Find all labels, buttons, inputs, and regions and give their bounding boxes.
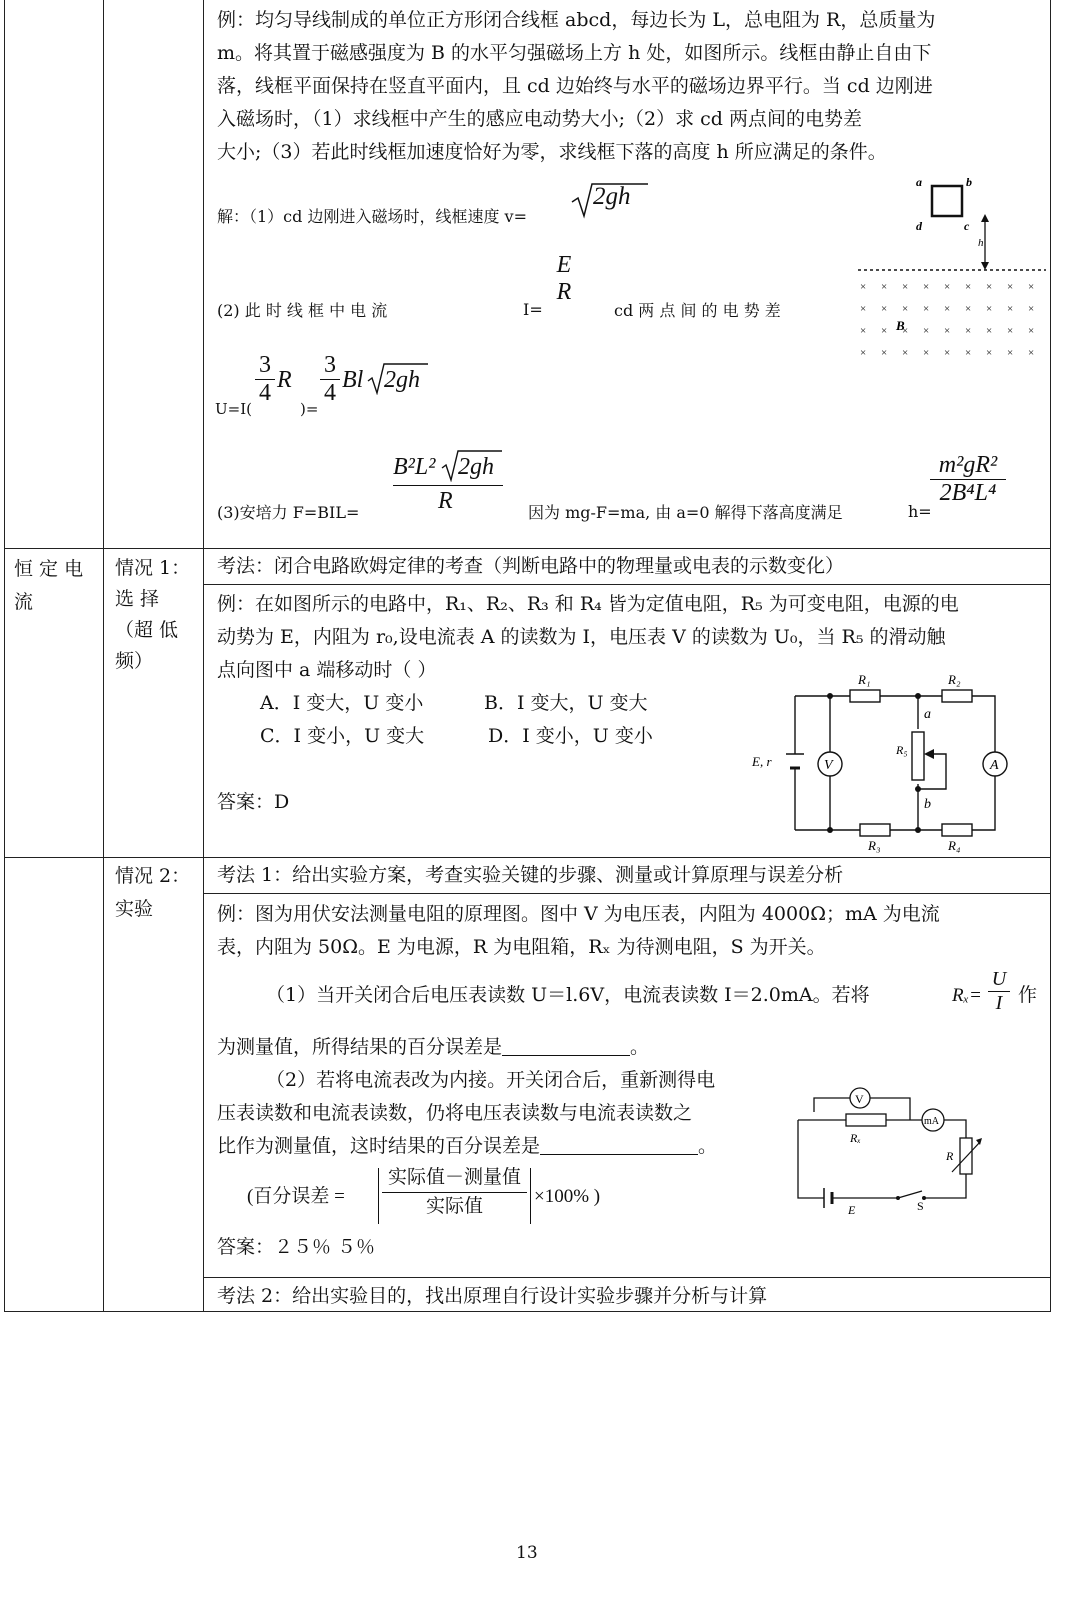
field-cross: ×: [1028, 303, 1035, 315]
answer-blank-2[interactable]: [540, 1134, 698, 1155]
case2-question-line-1: 例：图为用伏安法测量电阻的原理图。图中 V 为电压表，内阻为 4000Ω；mA 为电流: [217, 903, 940, 925]
case2-method-2: 考法 2：给出实验目的，找出原理自行设计实验步骤并分析与计算: [217, 1285, 768, 1307]
case2-question-line-2: 表，内阻为 50Ω。E 为电源，R 为电阻箱，Rₓ 为待测电阻，S 为开关。: [217, 936, 826, 958]
field-cross: ×: [965, 303, 972, 315]
case1-answer: 答案：D: [217, 791, 290, 813]
field-cross: ×: [902, 325, 909, 337]
label-R5: R₅: [896, 743, 908, 757]
magnetic-field-figure: [850, 172, 1050, 377]
field-cross: ×: [923, 303, 930, 315]
percent-error-numerator: 实际值－测量值: [382, 1164, 527, 1193]
fraction-three-quarters-2: [320, 352, 340, 407]
case2-label: 情况 2：实验: [115, 865, 191, 920]
case1-label: 情况 1：选 择（超 低 频）: [115, 557, 191, 672]
case2-method-1: 考法 1：给出实验方案，考查实验关键的步骤、测量或计算原理与误差分析: [217, 864, 844, 886]
case1-method: 考法：闭合电路欧姆定律的考查（判断电路中的物理量或电表的示数变化）: [217, 555, 845, 577]
answer-blank-1[interactable]: [502, 1035, 630, 1056]
case1-method-divider: [203, 584, 1051, 585]
field-cross: ×: [902, 347, 909, 359]
resistor-R4: [942, 824, 972, 836]
table-left-border: [4, 0, 5, 1312]
fraction-E-over-R: [551, 252, 577, 306]
resistor-R3: [860, 824, 890, 836]
solution1-expression: 2gh: [593, 183, 631, 210]
field-cross: ×: [881, 303, 888, 315]
square-coil: [932, 186, 962, 216]
label-R1: R₁: [858, 672, 871, 687]
case2-q1b-end: 。: [630, 1036, 650, 1058]
field-cross: ×: [860, 325, 867, 337]
table-col1-border: [103, 0, 104, 1312]
field-cross: ×: [1007, 281, 1014, 293]
example1-line-5: 大小;（3）若此时线框加速度恰好为零，求线框下落的高度 h 所应满足的条件。: [217, 141, 887, 163]
solution1-label: 解：（1）cd 边刚进入磁场时，线框速度 v=: [217, 207, 528, 226]
force-numerator: B²L²: [393, 454, 436, 480]
case1-option-b: B．I 变大，U 变大: [484, 692, 648, 714]
case2-q2-end: 。: [698, 1135, 718, 1157]
label-b: b: [924, 797, 931, 812]
field-cross: ×: [923, 325, 930, 337]
fig-label-d: d: [916, 219, 922, 233]
fraction-height-result: [930, 452, 1006, 507]
field-cross: ×: [1007, 303, 1014, 315]
switch-pivot: [896, 1196, 900, 1200]
case2-q2-line-3-text: 比作为测量值，这时结果的百分误差是: [217, 1135, 541, 1157]
case1-option-c: C．I 变小，U 变大: [260, 725, 425, 747]
node-dot-2: [915, 693, 921, 699]
field-cross: ×: [965, 325, 972, 337]
ma-to-r: [944, 1120, 966, 1138]
frac-den-4b: 4: [324, 380, 336, 406]
fig-label-h: h: [978, 237, 984, 249]
field-cross: ×: [1007, 347, 1014, 359]
c2-label-Rx: Rₓ: [850, 1131, 861, 1145]
frac-den-4: 4: [259, 380, 271, 406]
field-cross: ×: [923, 347, 930, 359]
resistor-Rx: [846, 1114, 886, 1126]
case2-q2-line-2: 压表读数和电流表读数，仍将电压表读数与电流表读数之: [217, 1102, 693, 1124]
frac-num-3b: 3: [320, 352, 340, 380]
field-cross: ×: [986, 281, 993, 293]
force-denominator: R: [438, 488, 453, 514]
percent-error-denominator: 实际值: [425, 1196, 483, 1217]
label-A: A: [990, 758, 999, 773]
height-arrow-head-bottom: [981, 262, 989, 270]
page-number: 13: [516, 1543, 538, 1563]
case2-q1b: [217, 1031, 649, 1064]
abs-bar-left: [378, 1168, 379, 1224]
node-dot-1: [827, 693, 833, 699]
case2-q2-line-1: （2）若将电流表改为内接。开关闭合后，重新测得电: [266, 1069, 716, 1091]
height-denominator: 2B⁴L⁴: [939, 480, 997, 506]
field-cross: ×: [944, 303, 951, 315]
case1-option-a: A．I 变大，U 变小: [260, 692, 424, 714]
c2-label-E: E: [848, 1203, 856, 1217]
node-dot-4: [915, 827, 921, 833]
resistor-R2: [942, 690, 972, 702]
label-V: V: [824, 758, 833, 773]
case2-q1-tail: 作: [1018, 984, 1038, 1006]
c2-label-V: V: [855, 1092, 864, 1106]
case2-answer: 答案：２５％ ５％: [217, 1236, 376, 1258]
label-a: a: [924, 707, 931, 722]
field-cross: ×: [860, 347, 867, 359]
field-cross: ×: [965, 281, 972, 293]
field-crosses: [860, 281, 1034, 359]
solution3-h-label: h=: [908, 502, 932, 521]
c2-label-S: S: [917, 1199, 924, 1213]
force-fraction-bar: [393, 485, 503, 486]
height-numerator: m²gR²: [930, 452, 1006, 480]
fraction-U: U: [988, 968, 1010, 992]
resistor-R5: [912, 732, 924, 780]
r-to-bottom: [924, 1174, 966, 1198]
fraction-I: I: [995, 992, 1003, 1014]
label-R4: R₄: [948, 838, 961, 853]
field-cross: ×: [902, 303, 909, 315]
field-cross: ×: [902, 281, 909, 293]
field-cross: ×: [860, 281, 867, 293]
field-cross: ×: [860, 303, 867, 315]
field-cross: ×: [986, 325, 993, 337]
voltage-mid: )=: [300, 400, 319, 418]
force-root: 2gh: [458, 454, 494, 480]
percent-error-fraction: [382, 1164, 527, 1221]
frac-num-3: 3: [255, 352, 275, 380]
voltage-root: 2gh: [384, 367, 420, 393]
case1-question-line-3: 点向图中 a 端移动时（ ）: [217, 659, 437, 681]
field-cross: ×: [944, 347, 951, 359]
section-label-constant-current: 恒 定 电 流: [14, 558, 84, 613]
fraction-denominator-R: R: [556, 279, 572, 305]
case1-option-d: D．I 变小，U 变小: [488, 725, 653, 747]
solution2-label: (2) 此 时 线 框 中 电 流: [217, 301, 388, 320]
field-cross: ×: [923, 281, 930, 293]
field-cross: ×: [986, 303, 993, 315]
case1-question-line-2: 动势为 E，内阻为 r₀,设电流表 A 的读数为 I，电压表 V 的读数为 U₀，当 R₅ 的滑动触: [217, 626, 946, 648]
height-arrow-head-top: [981, 214, 989, 222]
voltage-R: R: [277, 367, 292, 393]
example1-line-4: 入磁场时，（1）求线框中产生的感应电动势大小;（2）求 cd 两点间的电势差: [217, 108, 862, 130]
node-dot-5: [915, 786, 921, 792]
fig-label-a: a: [916, 175, 922, 189]
field-cross: ×: [881, 281, 888, 293]
solution2-current-eq: I=: [523, 300, 543, 319]
fraction-numerator-E: E: [556, 252, 572, 278]
table-col2-border: [203, 0, 204, 1312]
circuit-diagram-1: [750, 664, 1040, 854]
abs-bar-right: [530, 1168, 531, 1224]
slider-arrow: [924, 749, 934, 759]
voltage-prefix: U=I(: [215, 400, 252, 418]
label-R2: R₂: [948, 672, 961, 687]
switch-blade: [898, 1191, 922, 1198]
field-cross: ×: [1028, 281, 1035, 293]
left-wire: [798, 1120, 824, 1198]
voltage-Bl: Bl: [342, 367, 364, 393]
field-cross: ×: [944, 325, 951, 337]
example1-line-3: 落，线框平面保持在竖直平面内，且 cd 边始终与水平的磁场边界平行。当 cd 边刚进: [217, 75, 933, 97]
field-cross: ×: [1028, 347, 1035, 359]
field-cross: ×: [1007, 325, 1014, 337]
solution2-cd-label: cd 两 点 间 的 电 势 差: [614, 301, 781, 320]
fig-label-B: B: [896, 318, 905, 333]
example1-line-2: m。将其置于磁感强度为 B 的水平匀强磁场上方 h 处，如图所示。线框由静止自由下: [217, 42, 932, 64]
field-cross: ×: [986, 347, 993, 359]
c2-label-R: R: [946, 1149, 954, 1163]
wire-bottom: [795, 776, 995, 830]
percent-error-tail: ×100% ): [534, 1186, 601, 1207]
field-cross: ×: [965, 347, 972, 359]
case2-q1: （1）当开关闭合后电压表读数 U＝l.6V，电流表读数 I＝2.0mA。若将: [266, 984, 870, 1006]
fraction-U-over-I: [988, 968, 1010, 1015]
field-cross: ×: [1028, 325, 1035, 337]
c2-label-mA: mA: [924, 1116, 939, 1127]
label-R3: R₃: [868, 838, 881, 853]
solution3-label: (3)安培力 F=BIL=: [217, 503, 360, 522]
circuit-diagram-2: [790, 1080, 990, 1220]
v-branch: [814, 1098, 850, 1112]
case2-q2-line-3: [217, 1130, 717, 1163]
fig-label-c: c: [964, 219, 970, 233]
resistance-box-R: [960, 1138, 972, 1174]
fraction-three-quarters-1: [255, 352, 275, 407]
percent-error-label: (百分误差 =: [247, 1186, 345, 1207]
wire-top: [795, 696, 995, 760]
field-cross: ×: [881, 347, 888, 359]
fig-label-b: b: [966, 175, 972, 189]
case2-method-divider: [203, 893, 1051, 894]
case2-q1b-text: 为测量值，所得结果的百分误差是: [217, 1036, 503, 1058]
table-right-border: [1050, 0, 1051, 1312]
resistor-R1: [850, 690, 880, 702]
example1-line-1: 例：均匀导线制成的单位正方形闭合线框 abcd，每边长为 L，总电阻为 R，总质量为: [217, 9, 936, 31]
label-E-r: E, r: [752, 754, 772, 769]
method2-divider: [203, 1277, 1051, 1278]
node-dot-3: [827, 827, 833, 833]
case2-q1-rx: Rₓ=: [952, 985, 982, 1006]
field-cross: ×: [944, 281, 951, 293]
case1-question-line-1: 例：在如图所示的电路中，R₁、R₂、R₃ 和 R₄ 皆为定值电阻，R₅ 为可变电阻，电源的电: [217, 593, 959, 615]
field-cross: ×: [881, 325, 888, 337]
solution3-middle: 因为 mg-F=ma, 由 a=0 解得下落高度满足: [528, 503, 843, 522]
